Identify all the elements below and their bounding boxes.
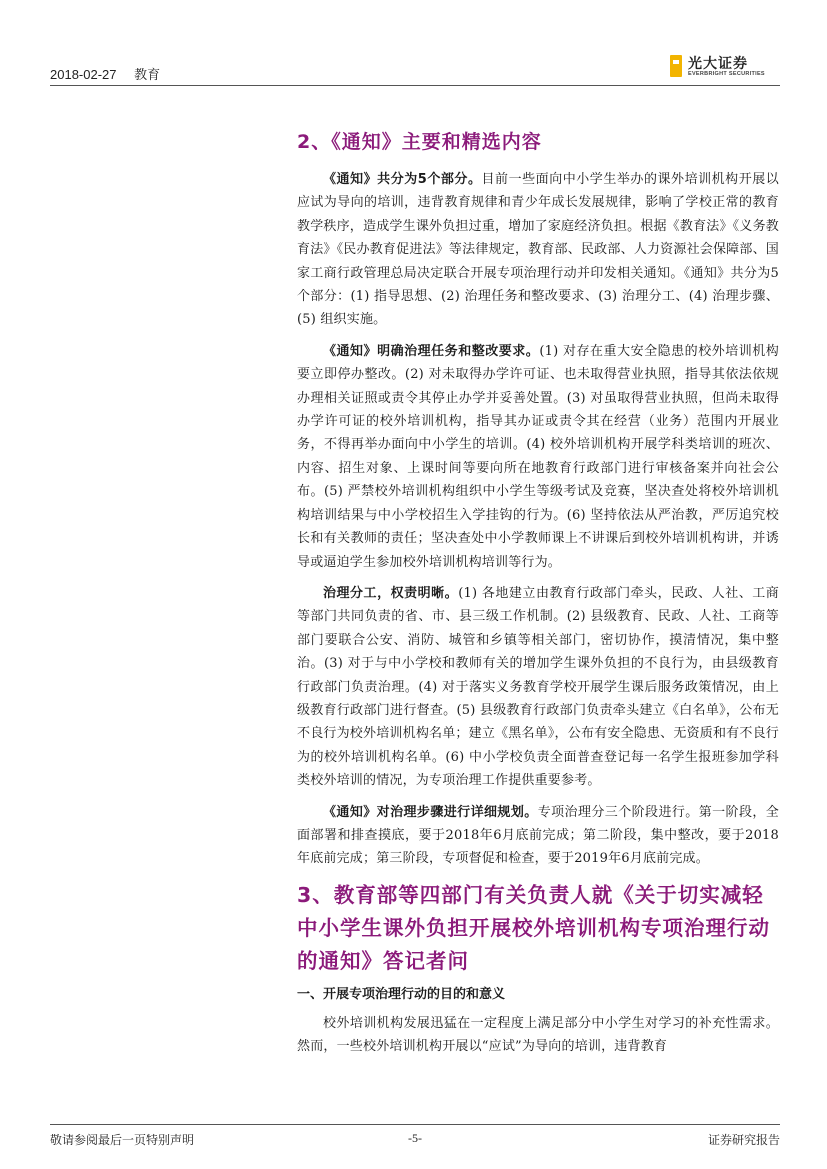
report-category: 教育 bbox=[134, 67, 161, 82]
logo-mark-icon bbox=[670, 55, 682, 77]
company-logo bbox=[670, 52, 780, 82]
paragraph bbox=[297, 340, 779, 574]
paragraph-text: 校外培训机构发展迅猛在一定程度上满足部分中小学生对学习的补充性需求。然而，一些校外培训机构开展以“应试”为导向的培训，违背教育 bbox=[297, 1015, 779, 1055]
logo-name-cn: 光大证券 bbox=[688, 56, 748, 72]
section-3-heading: 3、教育部等四部门有关负责人就《关于切实减轻中小学生课外负担开展校外培训机构专项治理行动的通知》答记者问 bbox=[297, 882, 770, 973]
paragraph-text: (1) 各地建立由教育行政部门牵头，民政、人社、工商等部门共同负责的省、市、县三级工作机制。(2) 县级教育、民政、人社、工商等部门要联合公安、消防、城管和乡镇等相关部门，密切协作，摸清情况，集中整治。(3) 对于与中小学校和教师有关的增加学生课外负担的不良行为，由县级教育行政部门负责治理。(4) 对于落实义务教育学校开展学生课后服务政策情况，由上级教育行政部门进行督查。(5) 县级教育行政部门负责牵头建立《白名单》，公布无不良行为校外培训机构名单；建立《黑名单》，公布有安全隐患、无资质和有不良行为的校外培训机构名单。(6) 中小学校负责全面普查登记每一名学生报班参加学科类校外培训的情况，为专项治理工作提供重要参考。 bbox=[297, 585, 779, 789]
report-type: 证券研究报告 bbox=[707, 1133, 780, 1147]
paragraph-lead: 《通知》共分为5个部分。 bbox=[323, 172, 482, 187]
logo-name-en: EVERBRIGHT SECURITIES bbox=[688, 71, 765, 77]
paragraph bbox=[297, 168, 779, 332]
paragraph bbox=[297, 582, 779, 793]
paragraph bbox=[297, 1012, 779, 1059]
disclaimer-note: 敬请参阅最后一页特别声明 bbox=[50, 1133, 195, 1147]
paragraph bbox=[297, 801, 779, 871]
footer-divider bbox=[50, 1124, 780, 1125]
paragraph-lead: 《通知》对治理步骤进行详细规划。 bbox=[323, 804, 538, 820]
paragraph-text: 专项治理分三个阶段进行。第一阶段，全面部署和排查摸底，要于2018年6月底前完成；第二阶段，集中整改，要于2018年底前完成；第三阶段，专项督促和检查，要于2019年6月底前完成。 bbox=[297, 804, 779, 867]
header-divider bbox=[50, 85, 780, 86]
header-meta bbox=[50, 64, 174, 83]
section-3-subheading: 一、开展专项治理行动的目的和意义 bbox=[297, 986, 506, 1002]
paragraph-text: (1) 对存在重大安全隐患的校外培训机构要立即停办整改。(2) 对未取得办学许可证、也未取得营业执照，指导其依法依规办理相关证照或责令其停止办学并妥善处置。(3) 对虽取得营业执照，但尚未取得办学许可证的校外培训机构，指导其办证或责令其在经营（业务）范围内开展业务，不得再举办面向中小学生的培训。(4) 校外培训机构开展学科类培训的班次、内容、招生对象、上课时间等要向所在地教育行政部门进行审核备案并向社会公布。(5) 严禁校外培训机构组织中小学生等级考试及竞赛，坚决查处将校外培训机构培训结果与中小学校招生入学挂钩的行为。(6) 坚持依法从严治教，严厉追究校长和有关教师的责任；坚决查处中小学教师课上不讲课后到校外培训机构讲，并诱导或逼迫学生参加校外培训机构培训等行为。 bbox=[297, 343, 779, 570]
page-footer bbox=[50, 1131, 780, 1151]
report-date: 2018-02-27 bbox=[50, 67, 117, 82]
paragraph-lead: 《通知》明确治理任务和整改要求。 bbox=[323, 343, 540, 359]
page-number: -5- bbox=[408, 1131, 422, 1145]
section-2-heading: 2、《通知》主要和精选内容 bbox=[297, 131, 542, 153]
paragraph-text: 目前一些面向中小学生举办的课外培训机构开展以应试为导向的培训，违背教育规律和青少年成长发展规律，影响了学校正常的教育教学秩序，造成学生课外负担过重，增加了家庭经济负担。根据《教育法》《义务教育法》《民办教育促进法》等法律规定，教育部、民政部、人力资源社会保障部、国家工商行政管理总局决定联合开展专项治理行动并印发相关通知。《通知》共分为5个部分：(1) 指导思想、(2) 治理任务和整改要求、(3) 治理分工、(4) 治理步骤、(5) 组织实施。 bbox=[297, 172, 779, 328]
main-content bbox=[297, 124, 779, 1067]
page-header bbox=[50, 52, 780, 82]
paragraph-lead: 治理分工，权责明晰。 bbox=[323, 585, 459, 601]
